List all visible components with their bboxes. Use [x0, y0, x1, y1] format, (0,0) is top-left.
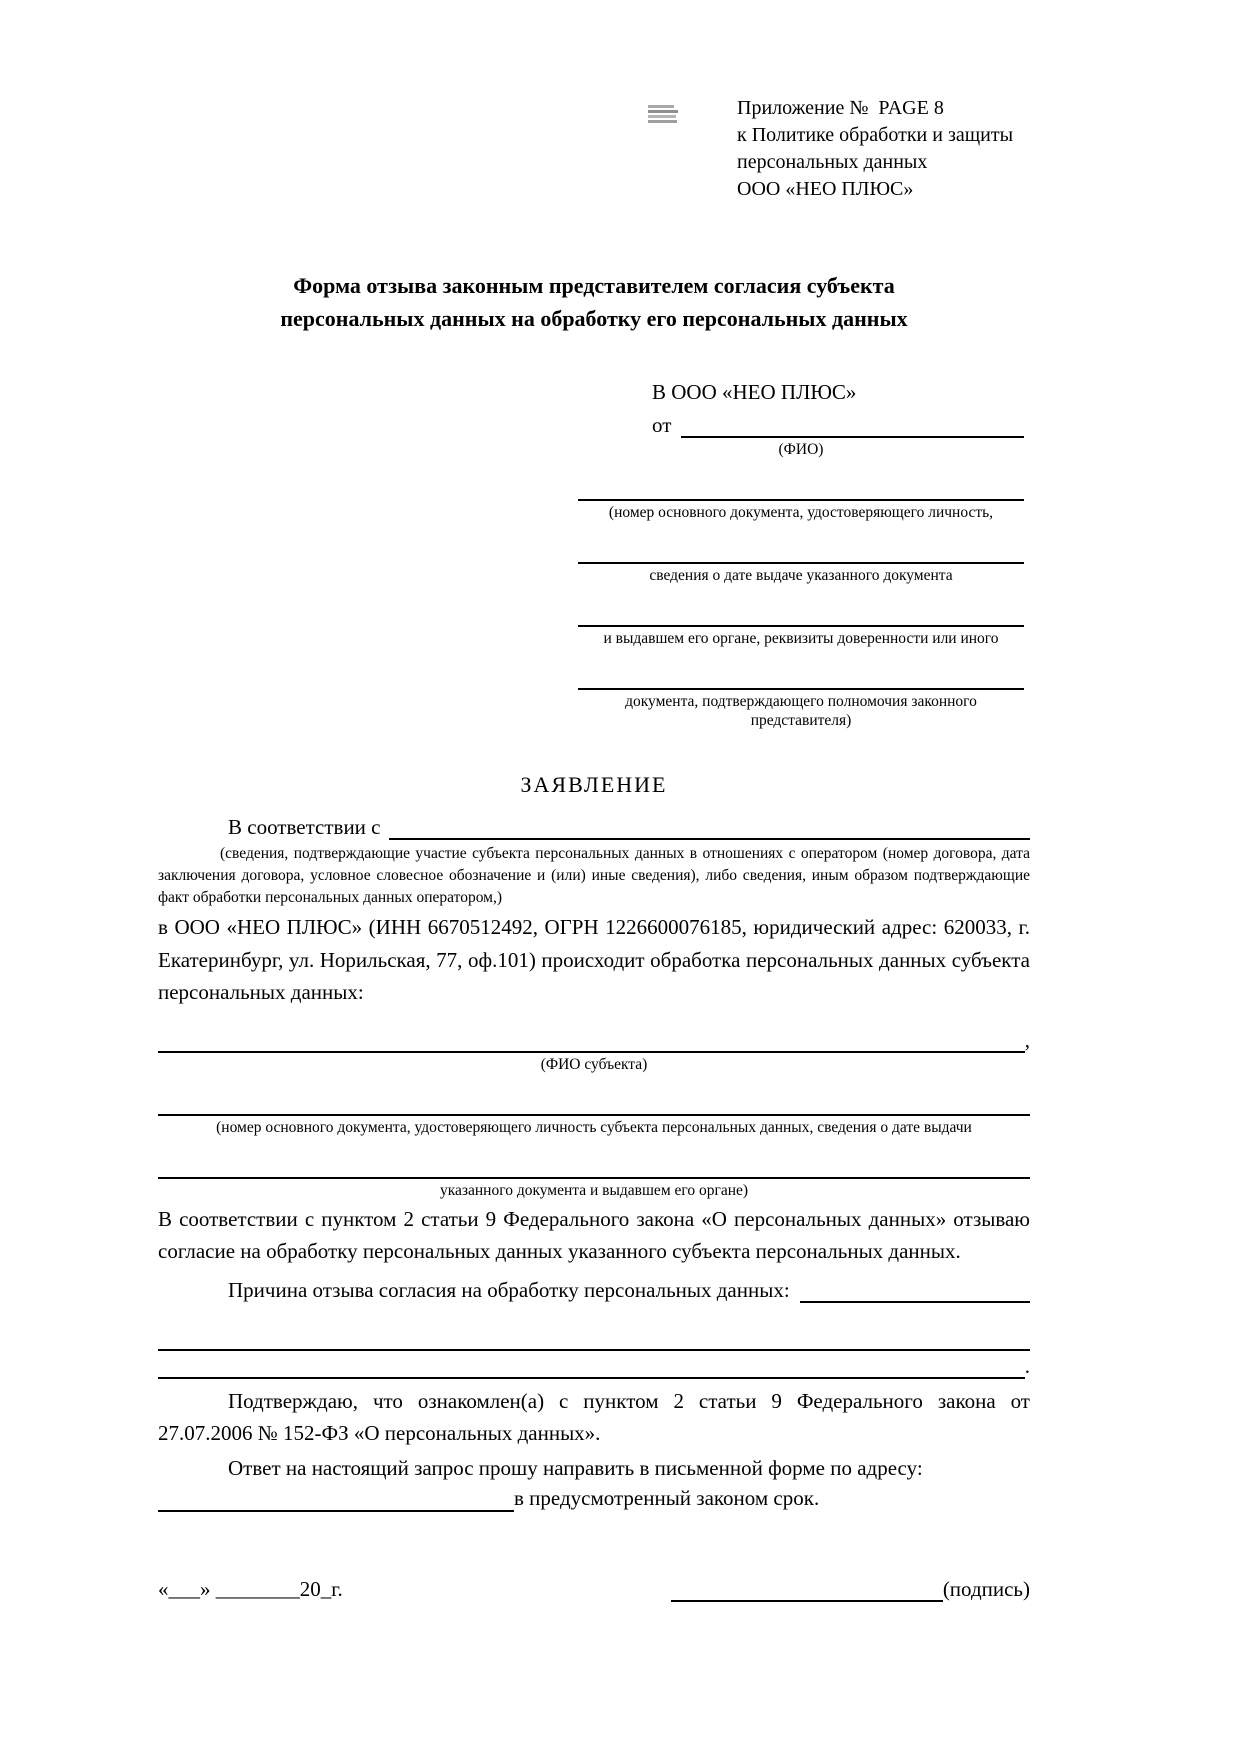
appendix-header-line: Приложение № PAGE 8 [737, 97, 944, 119]
subject-line-comma: , [1024, 1027, 1030, 1052]
representative-doc-blank-line [578, 471, 1024, 501]
fio-caption: (ФИО) [778, 441, 824, 458]
document-title-line-1: Форма отзыва законным представителем согласия субъекта [293, 273, 895, 298]
subject-fio-caption: (ФИО субъекта) [540, 1055, 648, 1073]
subject-doc-blank-line-2 [158, 1149, 1030, 1179]
reason-label: Причина отзыва согласия на обработку персональных данных: [228, 1277, 790, 1302]
authority-doc-field [578, 660, 1024, 730]
reply-address-row [158, 1484, 1030, 1512]
subject-doc-field-2 [158, 1149, 1030, 1200]
reason-blank-line-start [800, 1275, 1030, 1303]
subject-doc-caption-line-2: указанного документа и выдавшем его органе) [439, 1181, 749, 1199]
document-body [158, 269, 1030, 1602]
doc-issue-date-field [578, 534, 1024, 585]
confirm-paragraph: Подтверждаю, что ознакомлен(а) с пунктом 2 статьи 9 Федерального закона от 27.07.2006 № 152-ФЗ «О персональных данных». [158, 1388, 1030, 1445]
issuing-authority-caption: и выдавшем его органе, реквизиты доверенности или иного [603, 630, 999, 647]
doc-issue-date-blank-line [578, 534, 1024, 564]
authority-doc-blank-line [578, 660, 1024, 690]
statement-intro-row [158, 812, 1030, 840]
text-lines-icon [648, 105, 678, 127]
reply-tail-text: в предусмотренный законом срок. [514, 1486, 820, 1510]
appendix-header-line: ООО «НЕО ПЛЮС» [737, 178, 914, 200]
subject-doc-caption-line-1: (номер основного документа, удостоверяющего личность субъекта персональных данных, сведения о дате выдачи [216, 1118, 972, 1136]
signature-footer [158, 1574, 1030, 1602]
reply-address-blank-line [158, 1484, 514, 1512]
reason-row [158, 1275, 1030, 1303]
doc-issue-date-caption: сведения о дате выдаче указанного документа [649, 567, 953, 584]
from-label: от [652, 413, 672, 437]
document-title [158, 269, 1030, 335]
appendix-header-line: персональных данных [737, 151, 928, 173]
relation-details-blank-line [389, 812, 1031, 840]
reason-line-period: . [1024, 1353, 1030, 1378]
subject-fio-blank-line [158, 1025, 1025, 1053]
statement-intro-label: В соответствии с [228, 815, 381, 839]
issuing-authority-blank-line [578, 597, 1024, 627]
addressee-from-row [578, 410, 1024, 438]
reason-last-line-row [158, 1351, 1030, 1379]
subject-doc-blank-line [158, 1086, 1030, 1116]
reply-intro-paragraph: Ответ на настоящий запрос прошу направить в письменной форме по адресу: [228, 1455, 923, 1480]
addressee-block [578, 379, 1024, 730]
signature-blank-line [671, 1574, 943, 1602]
representative-doc-field [578, 471, 1024, 522]
signature-caption: (подпись) [942, 1577, 1030, 1601]
document-title-line-2: персональных данных на обработку его персональных данных [280, 306, 908, 331]
appendix-header-line: к Политике обработки и защиты [737, 124, 1014, 146]
subject-fio-row [158, 1025, 1030, 1053]
representative-fio-blank-line [681, 410, 1024, 438]
reason-blank-line-end [158, 1351, 1025, 1379]
addressee-organization: В ООО «НЕО ПЛЮС» [652, 380, 857, 404]
operator-paragraph: в ООО «НЕО ПЛЮС» (ИНН 6670512492, ОГРН 1226600076185, юридический адрес: 620033, г. Екатеринбург, ул. Норильская, 77, оф.101) происходит обработка персональных данных субъекта персональных данных: [158, 915, 1030, 1004]
withdraw-paragraph: В соответствии с пунктом 2 статьи 9 Федерального закона «О персональных данных» отзываю согласие на обработку персональных данных указанного субъекта персональных данных. [158, 1206, 1030, 1263]
representative-doc-caption: (номер основного документа, удостоверяющего личность, [608, 504, 994, 521]
date-fill-in: «___» ________20_г. [158, 1577, 343, 1601]
authority-doc-caption: документа, подтверждающего полномочия законного представителя) [625, 693, 977, 729]
issuing-authority-field [578, 597, 1024, 648]
subject-doc-field [158, 1086, 1030, 1137]
appendix-header-block [737, 95, 1013, 203]
statement-heading: ЗАЯВЛЕНИЕ [520, 772, 668, 797]
header-area [0, 0, 1242, 207]
relation-details-caption: (сведения, подтверждающие участие субъекта персональных данных в отношениях с оператором (номер договора, дата заключения договора, условное словесное обозначение и (или) иные сведения), либо сведения, иным образом подтверждающие факт обработки персональных данных оператором,) [158, 845, 1030, 906]
reason-blank-line-full [158, 1303, 1030, 1351]
